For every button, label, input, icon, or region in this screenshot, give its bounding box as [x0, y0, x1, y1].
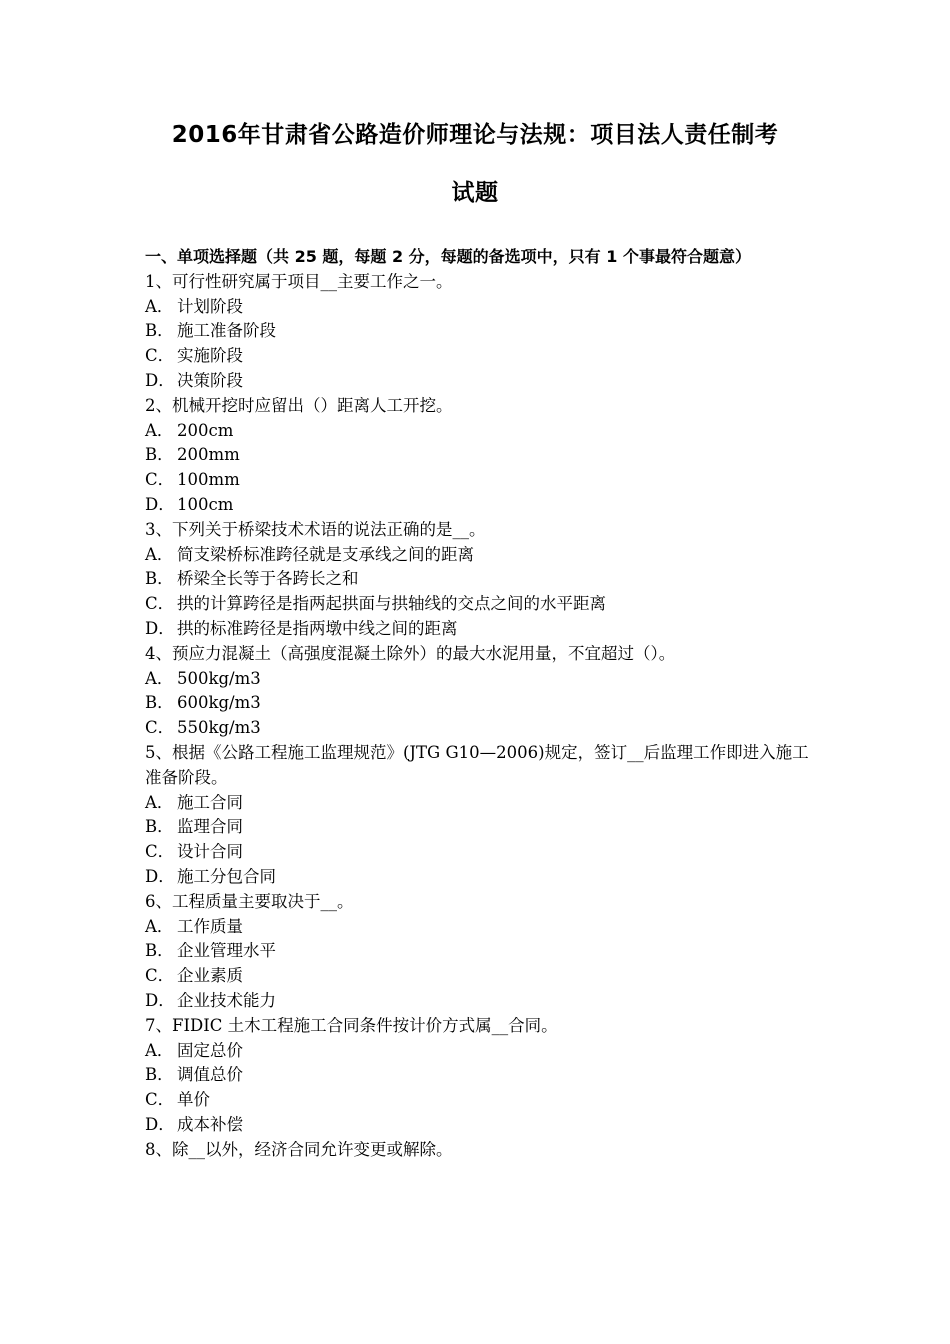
option-item	[145, 369, 810, 394]
option-item	[145, 1063, 810, 1088]
option-item	[145, 617, 810, 642]
option-text: 计划阶段	[177, 296, 243, 316]
question-stem: 3、下列关于桥梁技术术语的说法正确的是__。	[145, 519, 486, 539]
option-label: C．	[145, 346, 175, 366]
option-text: 简支梁桥标准跨径就是支承线之间的距离	[177, 544, 474, 564]
option-label: D．	[145, 494, 175, 514]
option-text: 施工合同	[177, 792, 243, 812]
question-stem: 6、工程质量主要取决于__。	[145, 891, 354, 911]
option-item	[145, 319, 810, 344]
option-label: A．	[145, 296, 174, 316]
option-label: D．	[145, 370, 175, 390]
option-label: C．	[145, 966, 175, 986]
option-item	[145, 1113, 810, 1138]
option-label: B．	[145, 941, 174, 961]
option-label: A．	[145, 668, 174, 688]
option-text: 100cm	[177, 494, 234, 514]
option-text: 成本补偿	[177, 1114, 243, 1134]
option-text: 单价	[177, 1090, 210, 1110]
question-stem: 7、FIDIC 土木工程施工合同条件按计价方式属__合同。	[145, 1015, 558, 1035]
option-item	[145, 567, 810, 592]
option-text: 施工准备阶段	[177, 321, 276, 341]
option-label: A．	[145, 916, 174, 936]
option-item	[145, 468, 810, 493]
option-label: B．	[145, 569, 174, 589]
option-label: B．	[145, 445, 174, 465]
option-item	[145, 716, 810, 741]
option-label: A．	[145, 420, 174, 440]
option-text: 100mm	[177, 470, 240, 490]
option-item	[145, 815, 810, 840]
option-item	[145, 1088, 810, 1113]
option-label: B．	[145, 817, 174, 837]
title-line-1: 2016年甘肃省公路造价师理论与法规：项目法人责任制考	[171, 122, 779, 148]
document-title	[130, 106, 820, 222]
option-text: 拱的标准跨径是指两墩中线之间的距离	[177, 618, 458, 638]
option-text: 桥梁全长等于各跨长之和	[177, 569, 359, 589]
option-item	[145, 939, 810, 964]
option-label: D．	[145, 618, 175, 638]
option-item	[145, 865, 810, 890]
option-text: 设计合同	[177, 842, 243, 862]
question-stem: 8、除__以外，经济合同允许变更或解除。	[145, 1139, 453, 1159]
option-text: 200cm	[177, 420, 234, 440]
option-item	[145, 989, 810, 1014]
option-item	[145, 691, 810, 716]
option-text: 实施阶段	[177, 346, 243, 366]
option-text: 企业技术能力	[177, 990, 276, 1010]
option-item	[145, 443, 810, 468]
option-label: B．	[145, 693, 174, 713]
option-label: C．	[145, 594, 175, 614]
option-text: 企业素质	[177, 966, 243, 986]
option-item	[145, 1039, 810, 1064]
section-heading: 一、单项选择题（共 25 题，每题 2 分，每题的备选项中，只有 1 个事最符合题意）	[145, 247, 751, 266]
option-label: C．	[145, 1090, 175, 1110]
option-text: 企业管理水平	[177, 941, 276, 961]
question-stem: 5、根据《公路工程施工监理规范》(JTG G10—2006)规定，签订__后监理工作即进入施工准备阶段。	[145, 742, 809, 787]
option-text: 施工分包合同	[177, 866, 276, 886]
option-label: B．	[145, 1065, 174, 1085]
option-item	[145, 915, 810, 940]
option-item	[145, 295, 810, 320]
option-item	[145, 543, 810, 568]
option-label: D．	[145, 866, 175, 886]
option-label: D．	[145, 990, 175, 1010]
document-body	[145, 245, 810, 1162]
option-text: 550kg/m3	[177, 718, 261, 738]
question-stem: 1、可行性研究属于项目__主要工作之一。	[145, 271, 453, 291]
option-text: 决策阶段	[177, 370, 243, 390]
option-item	[145, 840, 810, 865]
option-item	[145, 344, 810, 369]
option-label: D．	[145, 1114, 175, 1134]
option-label: C．	[145, 470, 175, 490]
option-item	[145, 964, 810, 989]
option-text: 固定总价	[177, 1040, 243, 1060]
option-text: 500kg/m3	[177, 668, 261, 688]
option-item	[145, 419, 810, 444]
option-text: 200mm	[177, 445, 240, 465]
question-stem: 2、机械开挖时应留出（）距离人工开挖。	[145, 395, 453, 415]
option-text: 拱的计算跨径是指两起拱面与拱轴线的交点之间的水平距离	[177, 594, 606, 614]
option-label: A．	[145, 544, 174, 564]
option-text: 600kg/m3	[177, 693, 261, 713]
title-line-2: 试题	[451, 180, 499, 206]
option-label: B．	[145, 321, 174, 341]
option-label: C．	[145, 718, 175, 738]
option-item	[145, 791, 810, 816]
question-stem: 4、预应力混凝土（高强度混凝土除外）的最大水泥用量，不宜超过（）。	[145, 643, 676, 663]
option-label: C．	[145, 842, 175, 862]
option-label: A．	[145, 1040, 174, 1060]
option-label: A．	[145, 792, 174, 812]
option-item	[145, 493, 810, 518]
option-item	[145, 592, 810, 617]
option-text: 工作质量	[177, 916, 243, 936]
option-text: 监理合同	[177, 817, 243, 837]
option-item	[145, 667, 810, 692]
option-text: 调值总价	[177, 1065, 243, 1085]
